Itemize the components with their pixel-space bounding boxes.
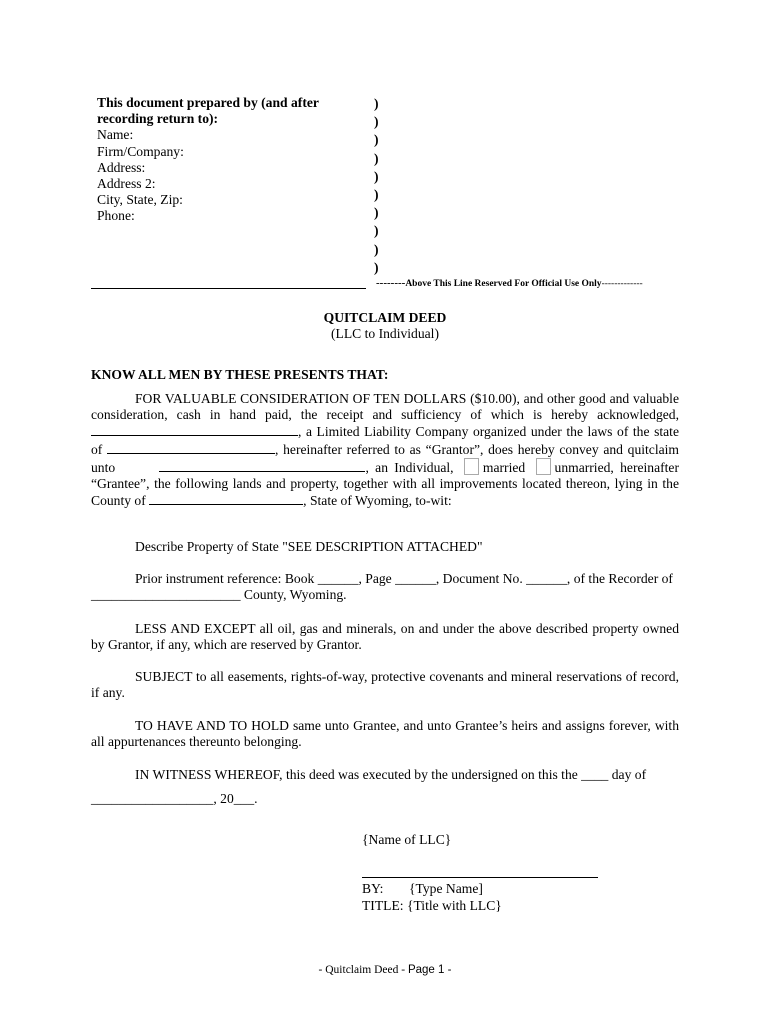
less-except-paragraph: LESS AND EXCEPT all oil, gas and minerals, on and under the above described property owned by Grantor, if any, which are reserved by Grantor. — [91, 621, 679, 653]
by-value: {Type Name] — [409, 881, 483, 896]
llc-text: , a Limited Liability Company organized under the laws of the state of — [91, 424, 679, 457]
prior-instrument — [91, 571, 679, 587]
field-address2-label: Address 2: — [97, 176, 156, 192]
field-firm-label: Firm/Company: — [97, 143, 184, 159]
consideration-text: FOR VALUABLE CONSIDERATION OF TEN DOLLARS ($10.00), and other good and valuable consideration, cash in hand paid, the receipt and sufficiency of which is hereby acknowledged, — [91, 391, 679, 423]
signer-by-line — [362, 881, 483, 897]
reserved-dashes-right: ------------- — [601, 279, 643, 289]
field-name-label: Name: — [97, 127, 134, 143]
footer-page-number: Page 1 - — [407, 964, 452, 976]
prior-instrument-county: ______________________ County, Wyoming. — [91, 587, 347, 602]
property-description: Describe Property of State "SEE DESCRIPTION ATTACHED" — [135, 539, 483, 554]
header-rule — [91, 288, 366, 289]
paren: ) — [374, 241, 379, 257]
paren: ) — [374, 132, 379, 148]
field-address-label: Address: — [97, 159, 146, 175]
married-checkbox[interactable] — [464, 458, 479, 475]
preparer-block — [97, 95, 372, 225]
married-label: married — [482, 459, 526, 475]
title-value: {Title with LLC} — [406, 898, 502, 913]
paren: ) — [374, 187, 379, 203]
official-use-line — [376, 277, 643, 289]
prepared-by-label: This document prepared by (and after recording return to): — [97, 95, 319, 127]
by-label: BY: — [362, 881, 384, 896]
reserved-text: Above This Line Reserved For Official Use Only — [405, 279, 602, 289]
individual-text: , an Individual, — [365, 459, 454, 475]
unmarried-checkbox[interactable] — [536, 458, 551, 475]
field-city-label: City, State, Zip: — [97, 192, 183, 208]
opening-heading: KNOW ALL MEN BY THESE PRESENTS THAT: — [91, 367, 389, 382]
signer-title-line — [362, 898, 502, 914]
paren: ) — [374, 259, 379, 275]
paren: ) — [374, 150, 379, 166]
grantor-text: , hereinafter referred to as “Grantor”, does hereby convey and quitclaim unto — [91, 441, 679, 475]
paren: ) — [374, 114, 379, 130]
title-label: TITLE: — [362, 898, 404, 913]
witness-date-line: __________________, 20___. — [91, 791, 258, 806]
witness-paragraph: IN WITNESS WHEREOF, this deed was executed by the undersigned on this the ____ day of — [135, 767, 647, 782]
unmarried-text: unmarried, hereinafter “Grantee”, the following lands and property, together with all improvements located thereon, lying in the County of — [91, 459, 679, 509]
paren: ) — [374, 96, 379, 111]
paren: ) — [374, 223, 379, 239]
wyoming-text: , State of Wyoming, to-wit: — [303, 493, 452, 509]
state-blank[interactable] — [107, 441, 275, 454]
county-blank[interactable] — [149, 492, 303, 505]
page-footer — [0, 964, 770, 976]
grantor-name-blank[interactable] — [91, 423, 298, 436]
paren: ) — [374, 168, 379, 184]
llc-name-placeholder: {Name of LLC} — [362, 832, 452, 847]
document-subtitle: (LLC to Individual) — [331, 326, 439, 341]
consideration-paragraph — [91, 391, 679, 509]
document-title: QUITCLAIM DEED — [323, 310, 447, 325]
field-phone-label: Phone: — [97, 208, 135, 224]
habendum-paragraph: TO HAVE AND TO HOLD same unto Grantee, and unto Grantee’s heirs and assigns forever, with all appurtenances thereunto belonging. — [91, 718, 679, 750]
paren: ) — [374, 205, 379, 221]
signature-line[interactable] — [362, 877, 598, 878]
prior-instrument-text: Prior instrument reference: Book ______, Page ______, Document No. ______, of the Recorder of — [135, 571, 673, 586]
subject-paragraph: SUBJECT to all easements, rights-of-way, protective covenants and mineral reservations of record, if any. — [91, 669, 679, 701]
paren-column — [374, 95, 379, 277]
grantee-name-blank[interactable] — [159, 459, 365, 472]
footer-doc-name: - Quitclaim Deed - — [318, 964, 408, 976]
reserved-dashes-left: -------- — [376, 277, 406, 289]
